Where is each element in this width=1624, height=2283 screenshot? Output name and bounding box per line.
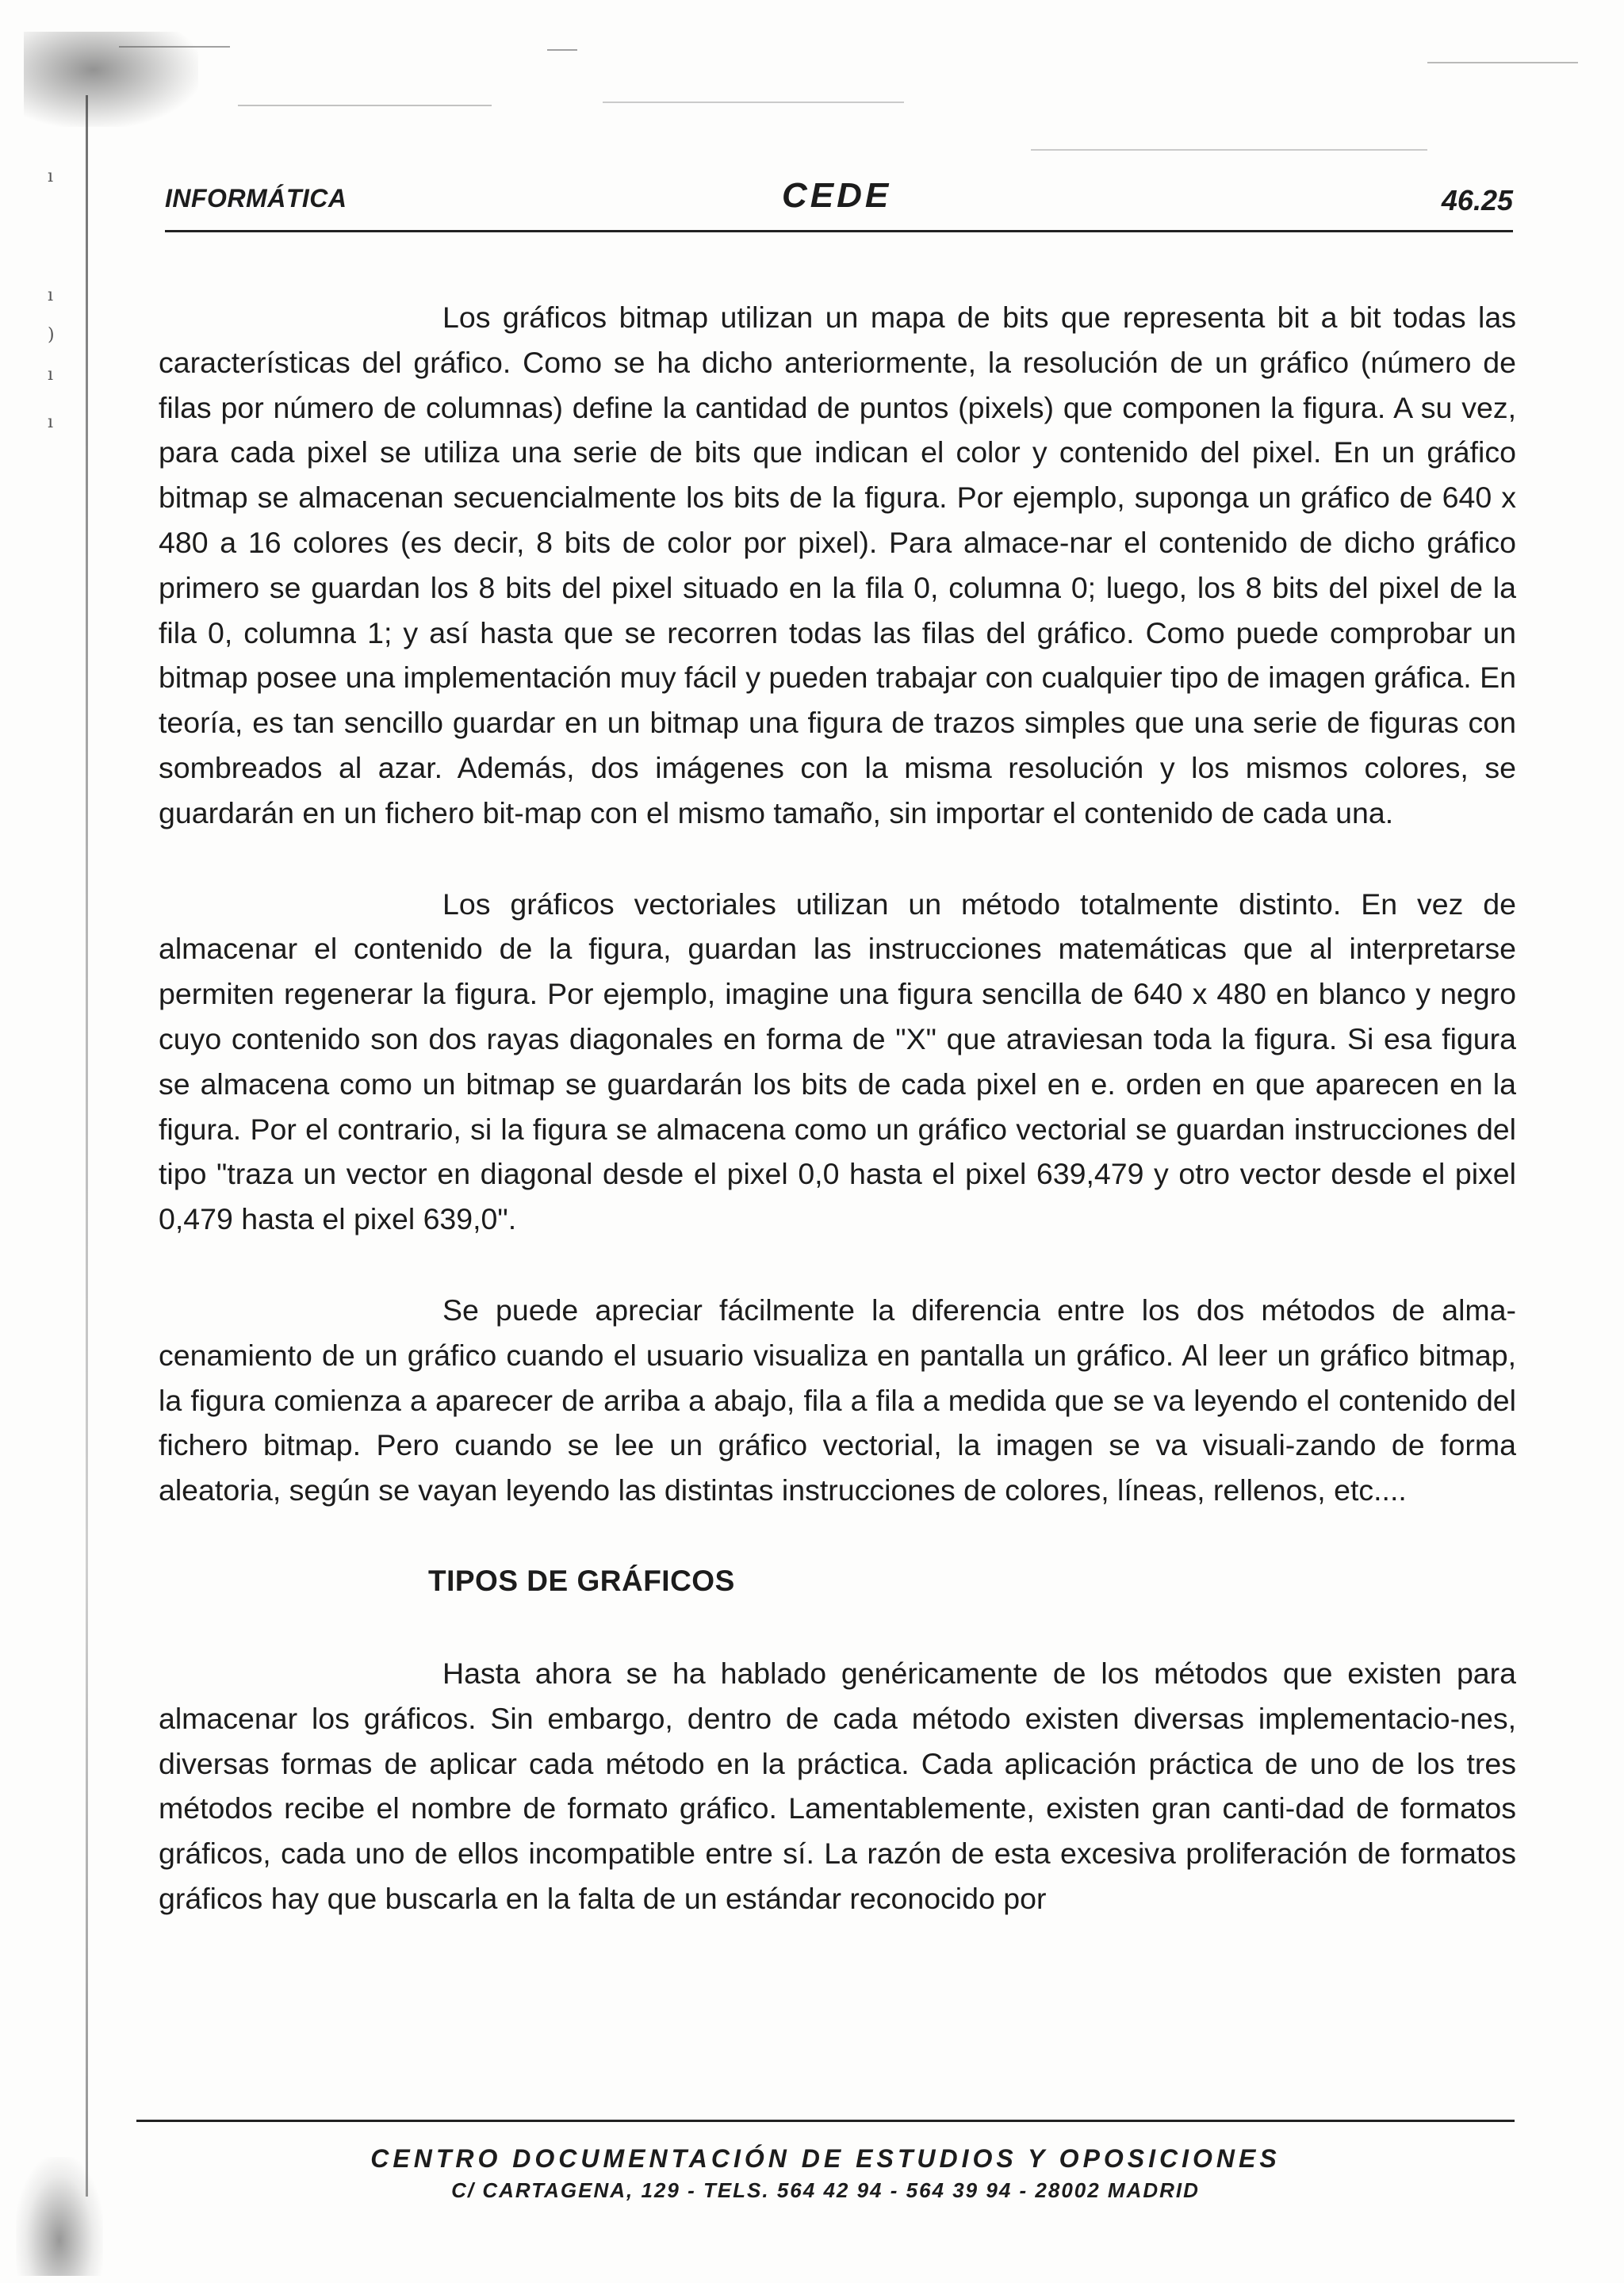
header-logo: CEDE: [782, 176, 892, 215]
scan-margin-mark: ı: [48, 365, 54, 385]
paragraph: Los gráficos vectoriales utilizan un método totalmente distinto. En vez de almacenar el contenido de la figura, guardan las instrucciones matemáticas que al interpretarse permiten regenerar la figura. Por ejemplo, imagine una figura sencilla de 640 x 480 en blanco y negro cuyo contenido son dos rayas diagonales en forma de "X" que atraviesan toda la figura. Si esa figura se almacena como un bitmap se guardarán los bits de cada pixel en e. orden en que aparecen en la figura. Por el contrario, si la figura se almacena como un gráfico vectorial se guardan instrucciones del tipo "traza un vector en diagonal desde el pixel 0,0 hasta el pixel 639,479 y otro vector desde el pixel 0,479 hasta el pixel 639,0".: [159, 887, 1516, 1236]
paragraph: Hasta ahora se ha hablado genéricamente de los métodos que existen para almacenar los gráficos. Sin embargo, dentro de cada método existen diversas implementacio-nes, diversas formas de aplicar cada método en la práctica. Cada aplicación práctica de uno de los tres métodos recibe el nombre de formato gráfico. Lamentablemente, existen gran canti-dad de formatos gráficos, cada uno de ellos incompatible entre sí. La razón de esta excesiva proliferación de formatos gráficos hay que buscarla en la falta de un estándar reconocido por: [159, 1656, 1516, 1915]
scan-artifact-line: [119, 46, 230, 48]
scan-artifact-line: [603, 102, 904, 103]
scan-artifact-line: [1427, 62, 1578, 63]
scan-margin-mark: ı: [48, 412, 54, 432]
scan-margin-mark: ı: [48, 167, 54, 186]
header-page-number: 46.25: [1441, 184, 1513, 216]
footer-rule: [136, 2120, 1515, 2122]
footer-organization: CENTRO DOCUMENTACIÓN DE ESTUDIOS Y OPOSICIONES: [370, 2144, 1281, 2173]
scan-binding-edge: [86, 95, 88, 2197]
footer-address: C/ CARTAGENA, 129 - TELS. 564 42 94 - 564 39 94 - 28002 MADRID: [451, 2178, 1200, 2202]
scan-artifact-line: [547, 49, 577, 51]
scan-margin-mark: ): [48, 325, 55, 345]
scan-margin-mark: ı: [48, 285, 54, 305]
page-footer: [136, 2141, 1515, 2204]
scan-smudge-bottom-left: [16, 2157, 103, 2276]
scan-artifact-line: [238, 105, 492, 106]
paragraph: Los gráficos bitmap utilizan un mapa de bits que representa bit a bit todas las características del gráfico. Como se ha dicho anteriormente, la resolución de un gráfico (número de filas por número de columnas) define la cantidad de puntos (pixels) que componen la figura. A su vez, para cada pixel se utiliza una serie de bits que indican el color y contenido del pixel. En un gráfico bitmap se almacenan secuencialmente los bits de la figura. Por ejemplo, suponga un gráfico de 640 x 480 a 16 colores (es decir, 8 bits de color por pixel). Para almace-nar el contenido de dicho gráfico primero se guardan los 8 bits del pixel situado en la fila 0, columna 0; luego, los 8 bits del pixel de la fila 0, columna 1; y así hasta que se recorren todas las filas del gráfico. Como puede comprobar un bitmap posee una implementación muy fácil y pueden trabajar con cualquier tipo de imagen gráfica. En teoría, es tan sencillo guardar en un bitmap una figura de trazos simples que una serie de figuras con sombreados al azar. Además, dos imágenes con la misma resolución y los mismos colores, se guardarán en un fichero bit-map con el mismo tamaño, sin importar el contenido de cada una.: [159, 301, 1516, 829]
page-header: [165, 176, 1513, 232]
body-text: [159, 295, 1516, 1967]
header-section-title: INFORMÁTICA: [165, 184, 347, 213]
scan-artifact-line: [1031, 149, 1427, 151]
section-heading: TIPOS DE GRÁFICOS: [428, 1564, 735, 1597]
header-rule: [165, 230, 1513, 232]
paragraph: Se puede apreciar fácilmente la diferencia entre los dos métodos de alma-cenamiento de un gráfico cuando el usuario visualiza en pantalla un gráfico. Al leer un gráfico bitmap, la figura comienza a aparecer de arriba a abajo, fila a fila a medida que se va leyendo el contenido del fichero bitmap. Pero cuando se lee un gráfico vectorial, la imagen se va visuali-zando de forma aleatoria, según se vayan leyendo las distintas instrucciones de colores, líneas, rellenos, etc....: [159, 1293, 1516, 1507]
